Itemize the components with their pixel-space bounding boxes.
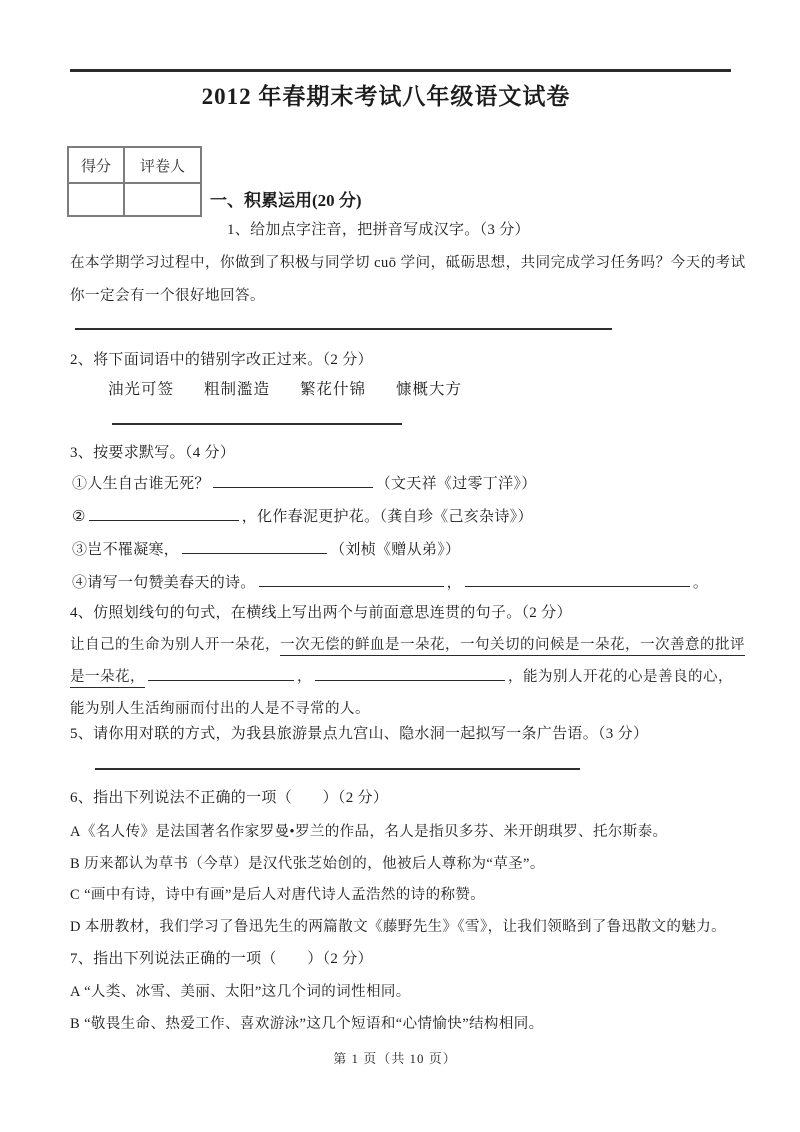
q3-item-3-source: （刘桢《赠从弟》） — [330, 542, 461, 558]
q3-item-4-text: ④请写一句赞美春天的诗。 — [72, 575, 256, 591]
grader-value-cell — [124, 183, 201, 216]
q3-item-2-fill-blank[interactable] — [89, 506, 239, 521]
q2-word: 油光可签 — [108, 381, 175, 398]
section-heading: 一、积累运用(20 分) — [210, 191, 362, 210]
q3-item-1 — [72, 468, 708, 501]
q6-prompt: 6、指出下列说法不正确的一项（ ）（2 分） — [70, 790, 389, 806]
q5-answer-line[interactable] — [95, 768, 580, 770]
q1-passage-line-1: 在本学期学习过程中，你做到了积极与同学切 cuō 学问，砥砺思想，共同完成学习任务吗？今天的考试 — [70, 255, 746, 271]
q7-option-a: A “人类、冰雪、美丽、太阳”这几个词的词性相同。 — [70, 984, 411, 1000]
q1-prompt: 1、给加点字注音，把拼音写成汉字。（3 分） — [227, 222, 530, 238]
q2-word: 慷概大方 — [396, 381, 463, 398]
q7-options — [70, 976, 544, 1040]
q6-option-a: A《名人传》是法国著名作家罗曼•罗兰的作品，名人是指贝多芬、米开朗琪罗、托尔斯泰。 — [70, 824, 668, 840]
q2-prompt: 2、将下面词语中的错别字改正过来。（2 分） — [70, 352, 373, 368]
q3-item-4-fill-blank-1[interactable] — [259, 572, 444, 587]
q7-prompt: 7、指出下列说法正确的一项（ ）（2 分） — [70, 951, 373, 967]
q4-passage — [70, 629, 745, 725]
q2-word-list — [108, 377, 462, 399]
q4-fill-blank-1[interactable] — [148, 666, 294, 681]
q3-item-4-period: 。 — [692, 575, 709, 591]
q3-item-1-fill-blank[interactable] — [213, 473, 373, 488]
q2-word: 粗制濫造 — [204, 381, 271, 398]
q1-answer-line[interactable] — [75, 328, 612, 330]
q4-passage-line-3 — [70, 693, 745, 725]
q4-lead-text: 让自己的生命为别人开一朵花， — [70, 637, 280, 653]
title-divider — [70, 69, 731, 72]
q2-answer-line[interactable] — [112, 423, 402, 425]
q3-item-3-text: ③岂不罹凝寒， — [72, 542, 180, 558]
q3-item-1-source: （文天祥《过零丁洋》） — [375, 476, 537, 492]
score-label: 得分 — [68, 147, 124, 183]
q4-passage-line-2 — [70, 661, 745, 693]
q2-word: 繁花什锦 — [300, 381, 367, 398]
q3-item-3 — [72, 534, 708, 567]
grader-label: 评卷人 — [124, 147, 201, 183]
q3-item-4 — [72, 567, 708, 600]
q4-fill-blank-2[interactable] — [315, 666, 505, 681]
q7-option-b: B “敬畏生命、热爱工作、喜欢游泳”这几个短语和“心情愉快”结构相同。 — [70, 1016, 544, 1032]
q6-option-d: D 本册教材，我们学习了鲁迅先生的两篇散文《藤野先生》《雪》，让我们领略到了鲁迅散文的魅力。 — [70, 918, 726, 935]
q6-option-c: C “画中有诗，诗中有画”是后人对唐代诗人孟浩然的诗的称赞。 — [70, 887, 486, 904]
score-table — [67, 146, 202, 217]
score-value-cell — [68, 183, 124, 216]
q3-item-1-text: ①人生自古谁无死？ — [72, 476, 210, 492]
q3-prompt: 3、按要求默写。（4 分） — [70, 445, 236, 461]
q4-passage-line-1 — [70, 629, 745, 661]
q6-options — [70, 817, 726, 943]
q4-underlined-model-1: 一次无偿的鲜血是一朵花，一句关切的问候是一朵花，一次善意的批评 — [280, 637, 745, 656]
q1-passage-line-2: 你一定会有一个很好地回答。 — [70, 288, 265, 304]
q3-item-3-fill-blank[interactable] — [182, 539, 327, 554]
q4-closing-text: 能为别人生活绚丽而付出的人是不寻常的人。 — [70, 701, 370, 717]
q4-separator-comma: ， — [297, 669, 312, 685]
q3-item-4-comma: ， — [446, 575, 462, 591]
q3-item-2-text: ，化作春泥更护花。（龚自珍《己亥杂诗》） — [241, 509, 533, 525]
q4-underlined-model-2: 是一朵花， — [70, 669, 145, 688]
page-title: 2012 年春期末考试八年级语文试卷 — [201, 84, 571, 109]
q4-prompt: 4、仿照划线句的句式，在横线上写出两个与前面意思连贯的句子。（2 分） — [70, 605, 572, 621]
q5-prompt: 5、请你用对联的方式，为我县旅游景点九宫山、隐水洞一起拟写一条广告语。（3 分） — [70, 726, 649, 742]
q6-option-b: B 历来都认为草书（今草）是汉代张芝始创的，他被后人尊称为“草圣”。 — [70, 855, 545, 872]
q3-items — [72, 468, 708, 600]
q1-passage — [70, 247, 746, 313]
q3-item-2-marker: ② — [72, 509, 86, 525]
page-number-footer: 第 1 页（共 10 页） — [333, 1051, 457, 1066]
q3-item-2 — [72, 501, 708, 534]
q4-tail-text: ，能为别人开花的心是善良的心， — [508, 669, 733, 685]
q3-item-4-fill-blank-2[interactable] — [465, 572, 690, 587]
